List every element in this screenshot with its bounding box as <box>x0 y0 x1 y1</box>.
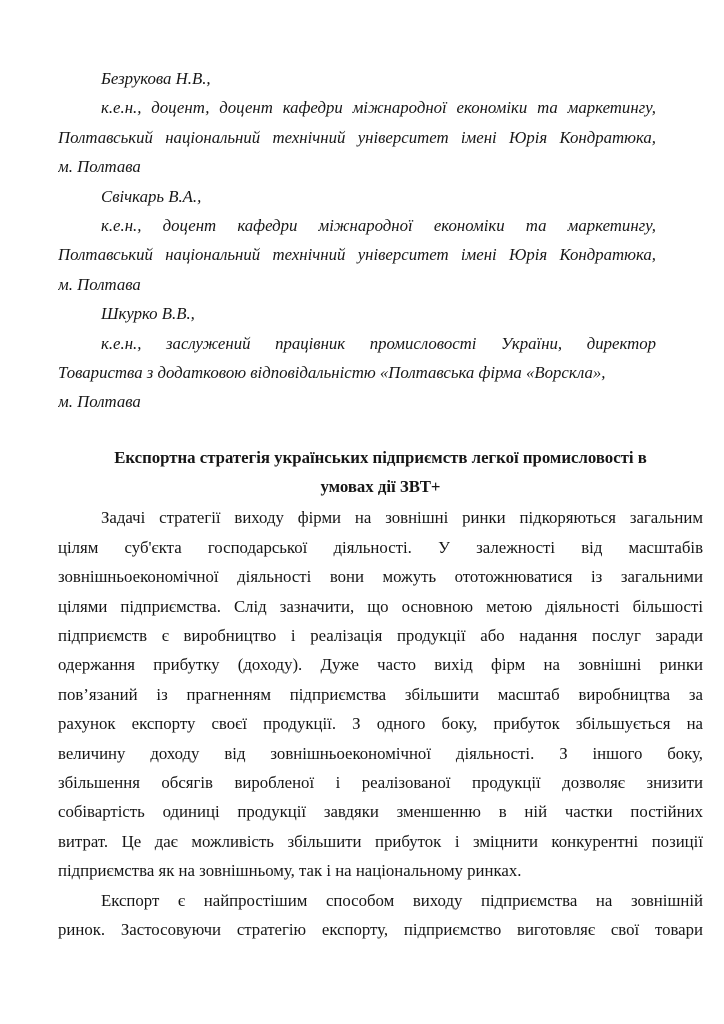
body-line: одержання прибутку (доходу). Дуже часто вихід фірм на зовнішні ринки <box>58 655 703 675</box>
author-name: Безрукова Н.В., <box>101 69 211 88</box>
body-paragraph <box>58 503 703 885</box>
body-line: ринок. Застосовуючи стратегію експорту, підприємство виготовляє свої товари <box>58 919 703 939</box>
author-affiliation-line: Товариства з додатковою відповідальністю «Полтавська фірма «Ворскла», <box>58 362 606 382</box>
author-block <box>58 182 656 300</box>
body-line: Задачі стратегії виходу фірми на зовнішні ринки підкоряються загальним <box>101 508 703 528</box>
author-name: Шкурко В.В., <box>101 304 195 324</box>
title-line: умовах дії ЗВТ+ <box>320 477 441 497</box>
author-affiliation-line: м. Полтава <box>58 274 141 294</box>
author-affiliation-line: к.е.н., заслужений працівник промисловості України, директор <box>101 333 656 353</box>
page-content <box>58 64 703 944</box>
article-title <box>58 443 703 502</box>
author-affiliation-line: Полтавський національний технічний університет імені Юрія Кондратюка, <box>58 127 656 147</box>
body-line: зовнішньоекономічної діяльності вони можуть ототожнюватися із загальними <box>58 567 703 587</box>
body-line: витрат. Це дає можливість збільшити прибуток і зміцнити конкурентні позиції <box>58 831 703 851</box>
author-block <box>58 299 656 417</box>
title-line: Експортна стратегія українських підприємств легкої промисловості в <box>114 447 647 467</box>
body-line: підприємств є виробництво і реалізація продукції або надання послуг заради <box>58 626 703 646</box>
body-line: пов’язаний із прагненням підприємства збільшити масштаб виробництва за <box>58 684 703 704</box>
author-affiliation-line: Полтавський національний технічний університет імені Юрія Кондратюка, <box>58 245 656 265</box>
body-line: цілям суб'єкта господарської діяльності. У залежності від масштабів <box>58 537 703 557</box>
author-affiliation-line: м. Полтава <box>58 392 141 412</box>
body-line: збільшення обсягів виробленої і реалізованої продукції дозволяє знизити <box>58 772 703 792</box>
body-line: собівартість одиниці продукції завдяки зменшенню в ній частки постійних <box>58 802 703 822</box>
body-line: підприємства як на зовнішньому, так і на національному ринках. <box>58 861 522 881</box>
author-affiliation-line: к.е.н., доцент, доцент кафедри міжнародної економіки та маркетингу, <box>101 98 656 118</box>
body-line: цілями підприємства. Слід зазначити, що основною метою діяльності більшості <box>58 596 703 616</box>
body-line: величину доходу від зовнішньоекономічної діяльності. З іншого боку, <box>58 743 703 763</box>
body-paragraph <box>58 886 703 945</box>
author-name: Свічкарь В.А., <box>101 186 202 206</box>
article-body <box>58 503 703 944</box>
author-affiliation-line: к.е.н., доцент кафедри міжнародної економіки та маркетингу, <box>101 215 656 235</box>
body-line: Експорт є найпростішим способом виходу підприємства на зовнішній <box>101 890 703 910</box>
author-affiliation-line: м. Полтава <box>58 157 141 177</box>
authors-block <box>58 64 656 417</box>
body-line: рахунок експорту своєї продукції. З одного боку, прибуток збільшується на <box>58 714 703 734</box>
author-block <box>58 64 656 182</box>
